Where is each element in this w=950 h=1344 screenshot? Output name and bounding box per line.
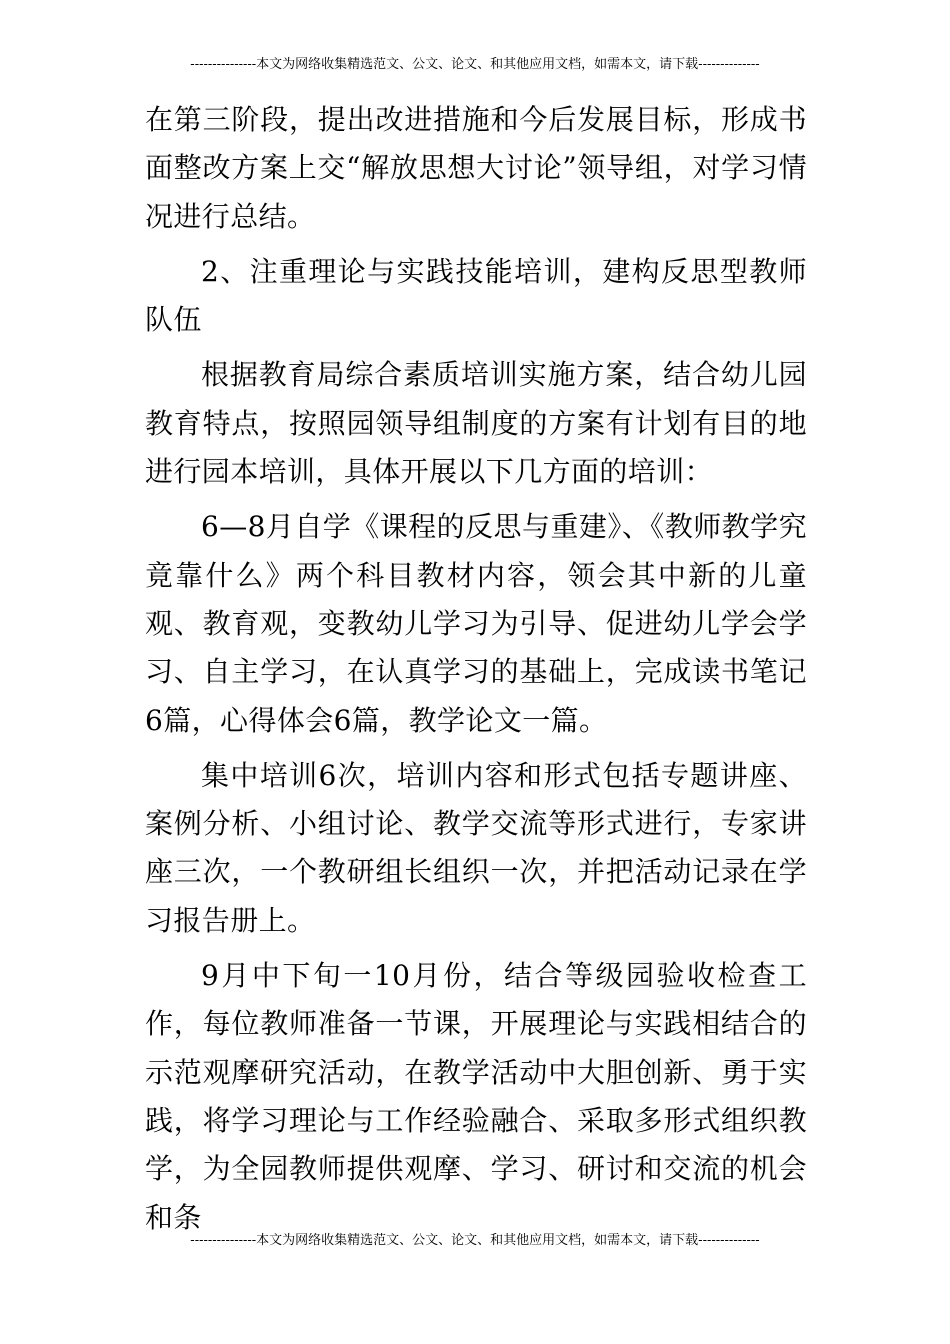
paragraph-3: 根据教育局综合素质培训实施方案，结合幼儿园教育特点，按照园领导组制度的方案有计划有目的地进行园本培训，具体开展以下几方面的培训： — [145, 358, 807, 489]
paragraph-1: 在第三阶段，提出改进措施和今后发展目标，形成书面整改方案上交“解放思想大讨论”领导组，对学习情况进行总结。 — [145, 103, 807, 233]
paragraph-2-heading: 2、注重理论与实践技能培训，建构反思型教师队伍 — [145, 254, 807, 337]
header-banner: ---------------本文为网络收集精选范文、公文、论文、和其他应用文档，如需本文，请下载-------------- — [190, 57, 760, 72]
footer-banner: ---------------本文为网络收集精选范文、公文、论文、和其他应用文档，如需本文，请下载-------------- — [190, 1233, 760, 1248]
paragraph-4: 6—8月自学《课程的反思与重建》、《教师教学究竟靠什么》两个科目教材内容，领会其中新的儿童观、教育观，变教幼儿学习为引导、促进幼儿学会学习、自主学习，在认真学习的基础上，完成读书笔记6篇，心得体会6篇，教学论文一篇。 — [145, 510, 807, 737]
paragraph-6: 9月中下旬一10月份，结合等级园验收检查工作，每位教师准备一节课，开展理论与实践相结合的示范观摩研究活动，在教学活动中大胆创新、勇于实践，将学习理论与工作经验融合、采取多形式组织教学，为全园教师提供观摩、学习、研讨和交流的机会和条 — [145, 959, 807, 1234]
paragraph-5: 集中培训6次，培训内容和形式包括专题讲座、案例分析、小组讨论、教学交流等形式进行，专家讲座三次，一个教研组长组织一次，并把活动记录在学习报告册上。 — [145, 758, 807, 937]
document-body — [145, 96, 807, 1242]
